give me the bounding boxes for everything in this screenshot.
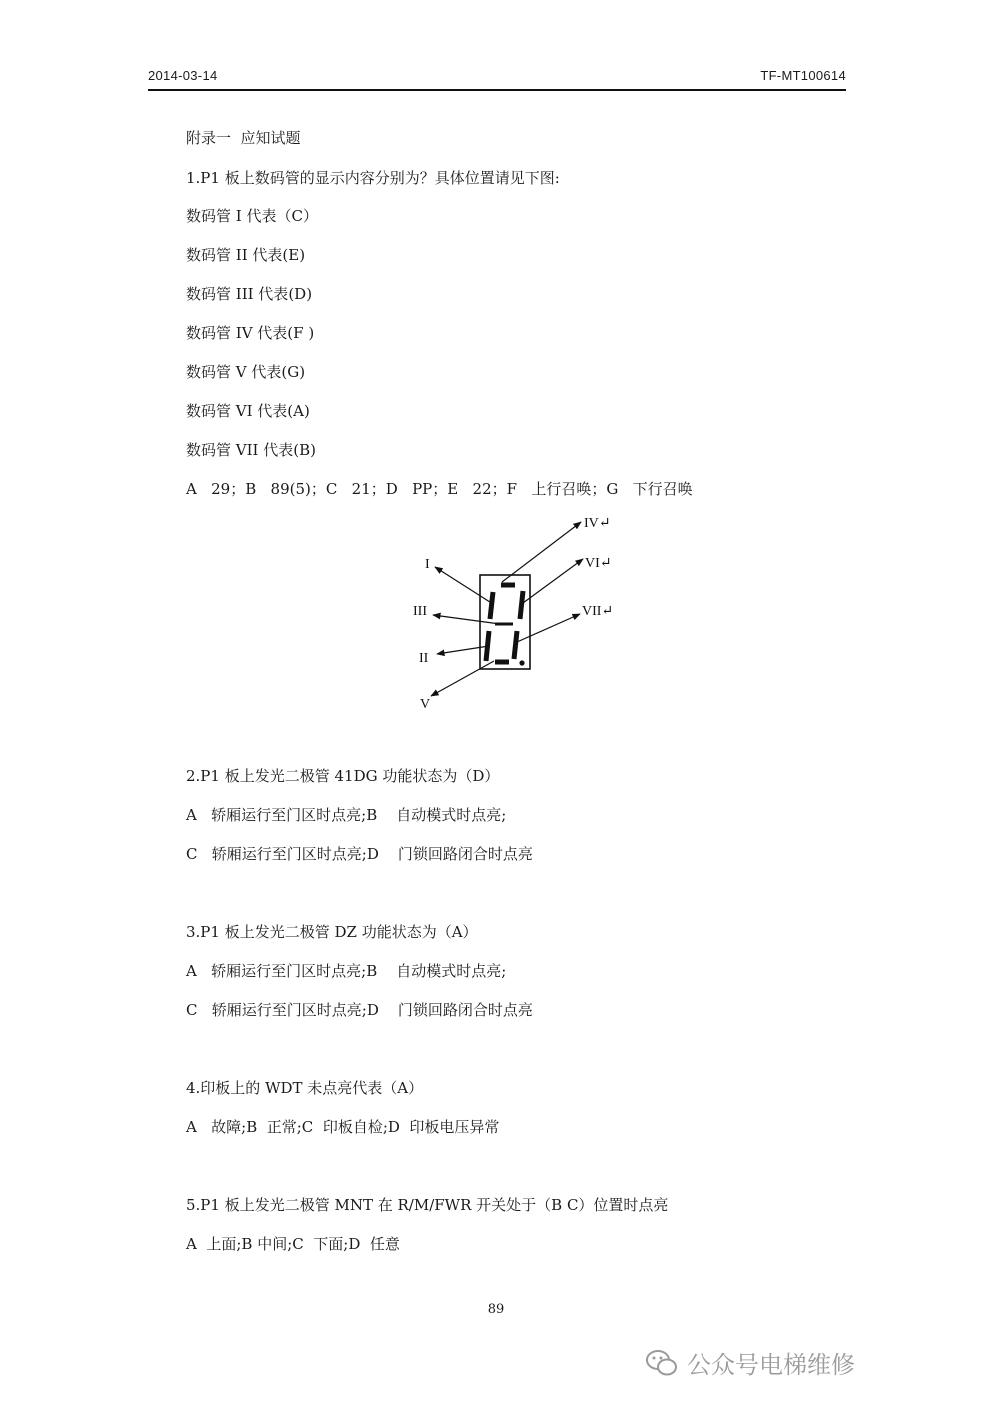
q1-item-II: 数码管 II 代表(E)	[186, 246, 306, 264]
segment-lower-right	[514, 631, 517, 659]
q1-options: A 29；B 89(5)；C 21；D PP；E 22；F 上行召唤；G 下行召唤	[186, 480, 693, 498]
q1-item-I: 数码管 I 代表（C）	[186, 207, 318, 225]
label-V: V	[420, 697, 431, 712]
arrow-V	[431, 661, 494, 696]
question-2: 2.P1 板上发光二极管 41DG 功能状态为（D）	[186, 767, 500, 785]
page-header	[148, 68, 846, 83]
label-II: II	[419, 651, 429, 666]
q1-item-V: 数码管 V 代表(G)	[186, 363, 306, 381]
label-I: I	[425, 557, 430, 572]
q1-item-IV: 数码管 IV 代表(F )	[186, 324, 315, 342]
header-rule	[148, 89, 846, 91]
wechat-icon	[645, 1348, 679, 1378]
q1-item-VII: 数码管 VII 代表(B)	[186, 441, 316, 459]
question-4: 4.印板上的 WDT 未点亮代表（A）	[186, 1079, 424, 1097]
decimal-point	[519, 660, 524, 665]
label-IV: IV↵	[584, 516, 611, 531]
q5-options: A 上面;B 中间;C 下面;D 任意	[186, 1235, 400, 1253]
q3-options-cd: C 轿厢运行至门区时点亮;D 门锁回路闭合时点亮	[186, 1001, 533, 1019]
segment-upper-left	[490, 592, 493, 619]
watermark-text: 公众号电梯维修	[687, 1351, 855, 1379]
question-1: 1.P1 板上数码管的显示内容分别为？具体位置请见下图:	[186, 169, 560, 187]
segment-upper-right	[520, 591, 523, 619]
question-5: 5.P1 板上发光二极管 MNT 在 R/M/FWR 开关处于（B C）位置时点亮	[186, 1196, 669, 1214]
q2-options-ab: A 轿厢运行至门区时点亮;B 自动模式时点亮;	[186, 806, 507, 824]
q2-options-cd: C 轿厢运行至门区时点亮;D 门锁回路闭合时点亮	[186, 845, 533, 863]
question-3: 3.P1 板上发光二极管 DZ 功能状态为（A）	[186, 923, 478, 941]
arrow-IV	[502, 522, 581, 582]
arrow-II	[437, 646, 489, 654]
arrow-VI	[523, 559, 583, 603]
watermark	[645, 1345, 855, 1380]
q3-options-ab: A 轿厢运行至门区时点亮;B 自动模式时点亮;	[186, 962, 507, 980]
arrow-I	[435, 567, 493, 604]
arrow-VII	[517, 614, 580, 642]
header-doc-id: TF-MT100614	[760, 68, 846, 83]
q1-item-III: 数码管 III 代表(D)	[186, 285, 313, 303]
label-III: III	[413, 604, 427, 619]
label-VI: VI↵	[585, 556, 612, 571]
display-segments	[486, 585, 523, 662]
q4-options: A 故障;B 正常;C 印板自检;D 印板电压异常	[186, 1118, 500, 1136]
label-VII: VII↵	[582, 604, 614, 619]
header-date: 2014-03-14	[148, 68, 218, 83]
appendix-title: 附录一 应知试题	[186, 129, 301, 147]
seven-segment-diagram	[405, 507, 645, 717]
page-number: 89	[487, 1302, 505, 1317]
q1-item-VI: 数码管 VI 代表(A)	[186, 402, 310, 420]
